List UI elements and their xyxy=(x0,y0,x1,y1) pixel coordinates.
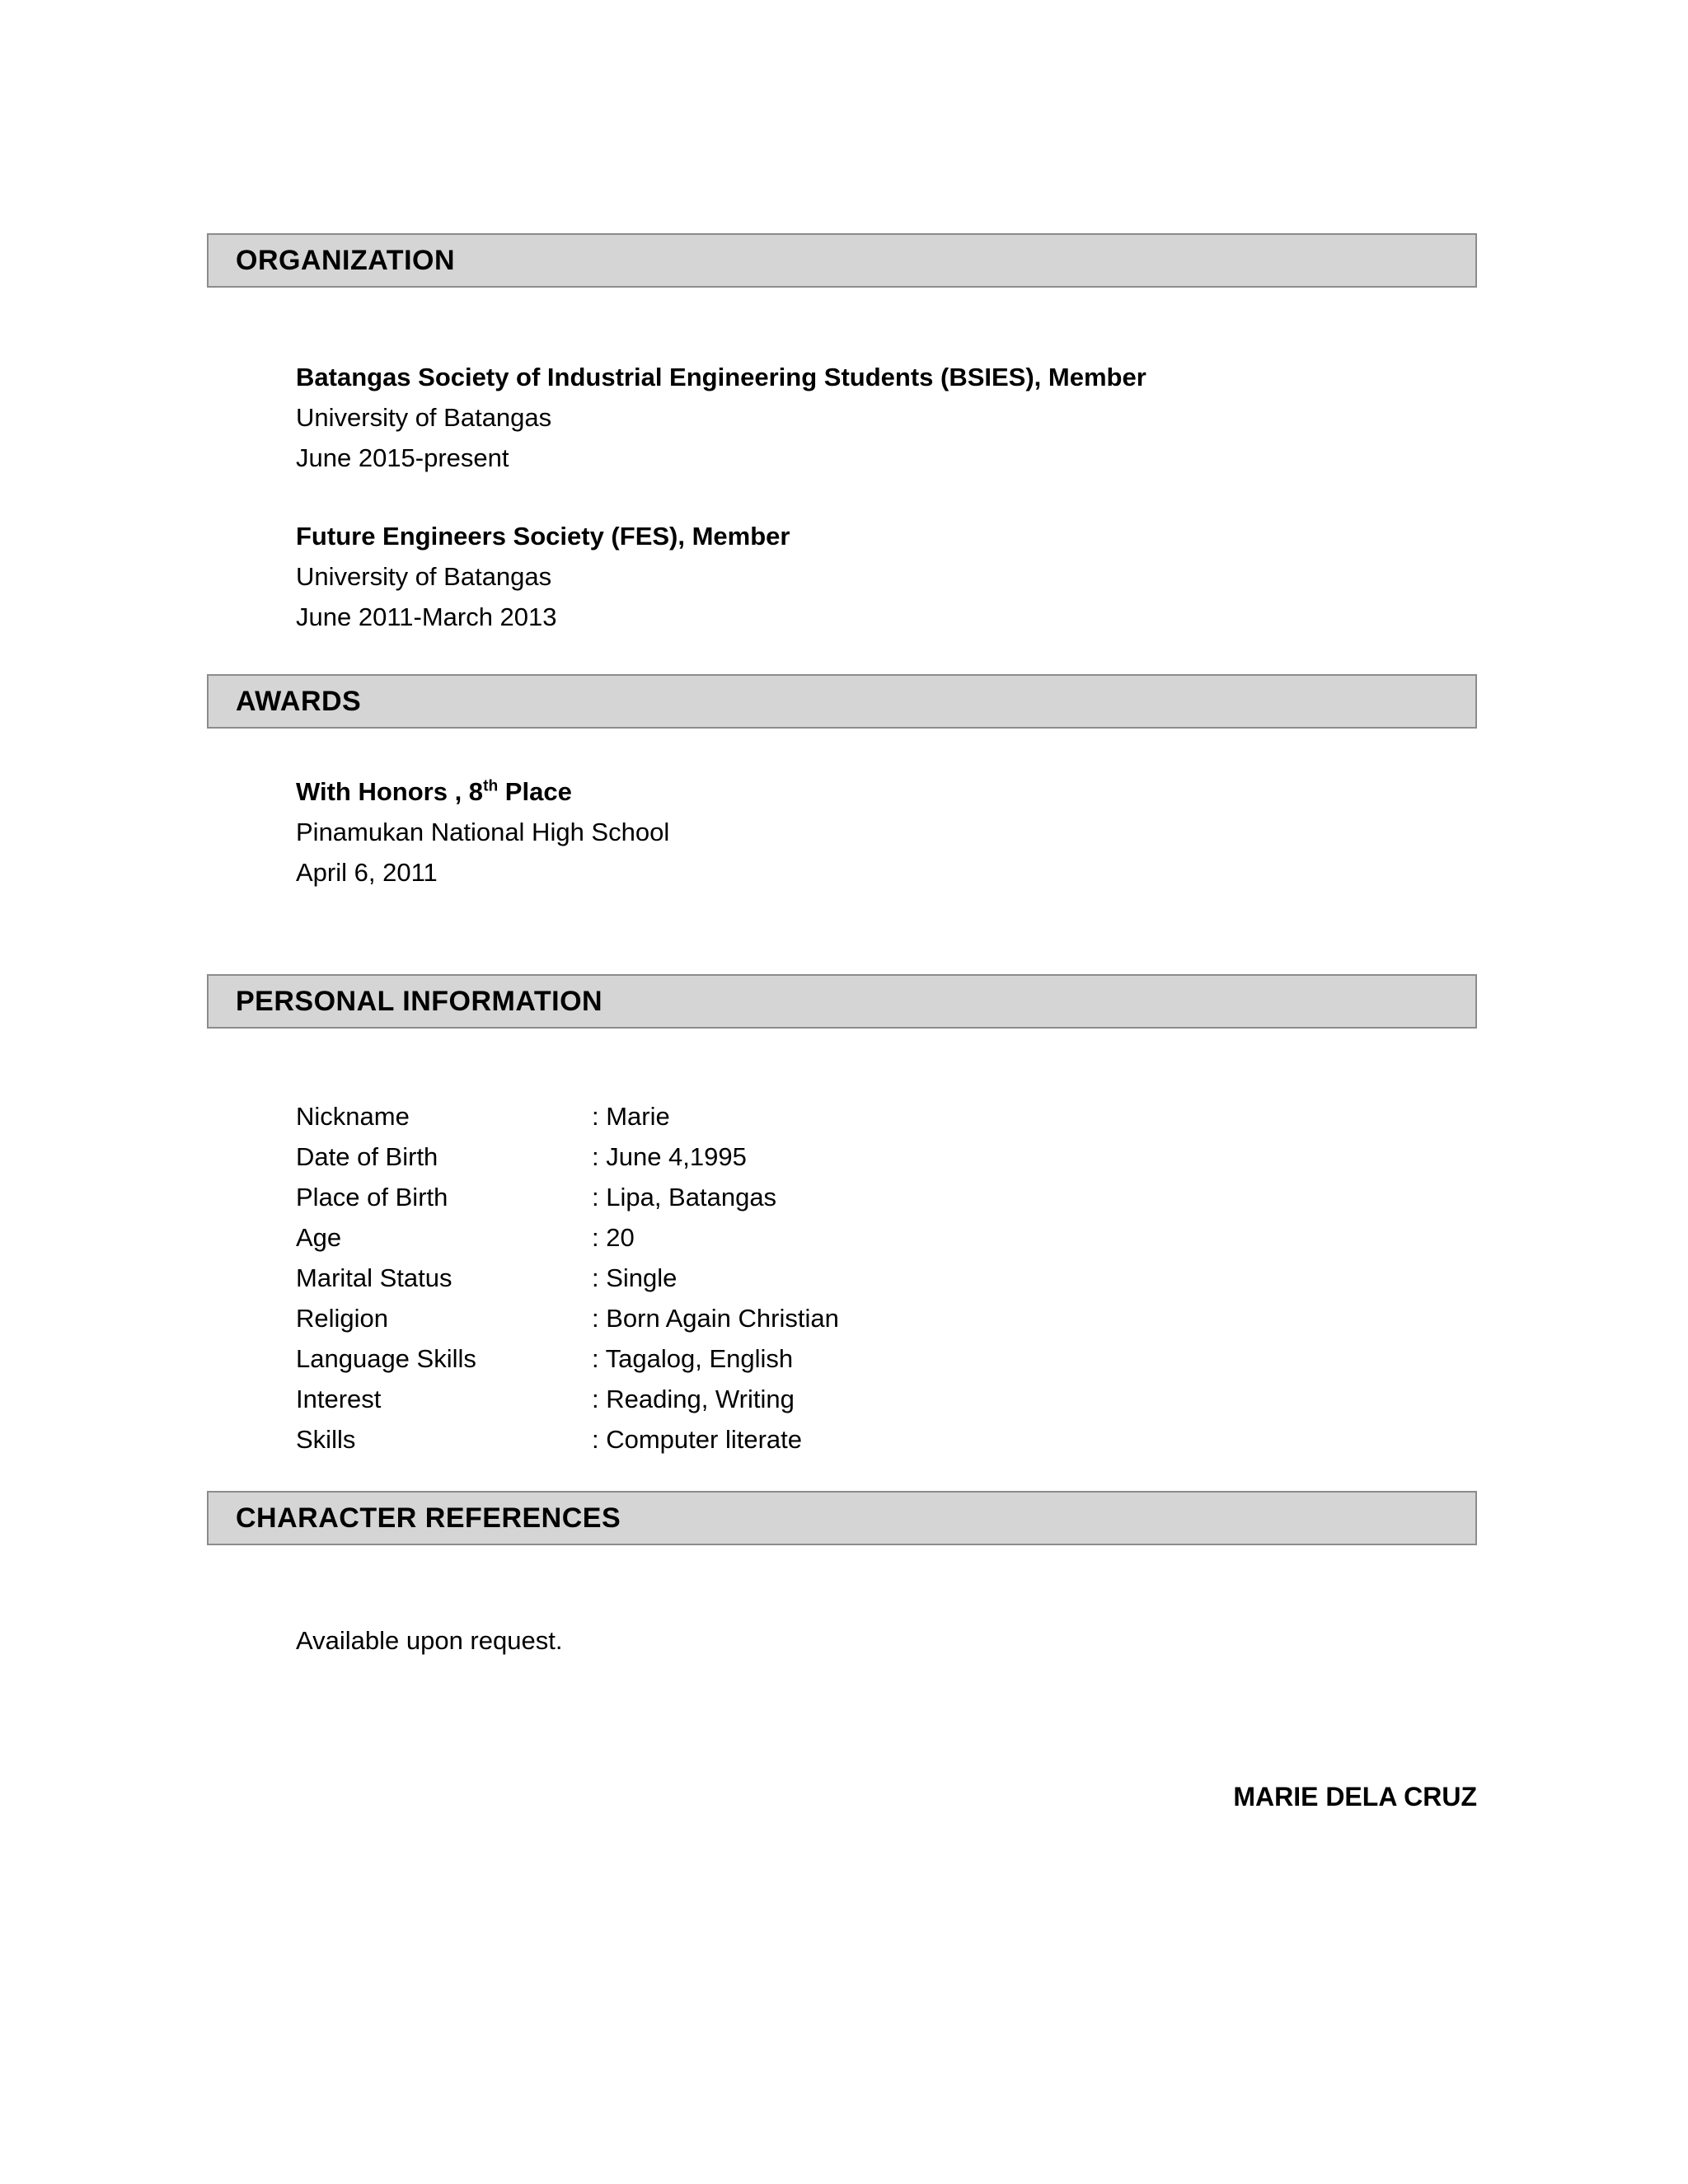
references-text: Available upon request. xyxy=(296,1626,563,1655)
personal-info-row xyxy=(296,1298,1477,1338)
section-character-references xyxy=(207,1491,1477,1661)
award-title-pre: With Honors , 8 xyxy=(296,777,484,806)
personal-info-row xyxy=(296,1338,1477,1379)
organization-entry xyxy=(296,516,1477,637)
info-value: : Marie xyxy=(592,1102,670,1131)
info-label: Interest xyxy=(296,1385,382,1413)
info-label: Marital Status xyxy=(296,1263,452,1292)
award-date: April 6, 2011 xyxy=(296,858,438,887)
info-label: Date of Birth xyxy=(296,1142,438,1171)
personal-info-row xyxy=(296,1258,1477,1298)
signature-block xyxy=(207,1782,1477,1812)
section-awards xyxy=(207,674,1477,893)
personal-info-row xyxy=(296,1379,1477,1419)
award-title-post: Place xyxy=(498,777,572,806)
personal-information-body xyxy=(296,1096,1477,1460)
section-title: CHARACTER REFERENCES xyxy=(236,1502,621,1534)
info-value: : June 4,1995 xyxy=(592,1142,747,1171)
awards-body xyxy=(296,771,1477,893)
section-title: AWARDS xyxy=(236,685,362,717)
award-title-superscript: th xyxy=(483,777,499,795)
personal-info-row xyxy=(296,1419,1477,1460)
info-value: : 20 xyxy=(592,1223,635,1252)
award-title xyxy=(296,771,1477,812)
personal-info-row xyxy=(296,1177,1477,1217)
organization-institution: University of Batangas xyxy=(296,403,552,432)
section-title: PERSONAL INFORMATION xyxy=(236,985,603,1017)
info-value: : Computer literate xyxy=(592,1425,802,1454)
character-references-body xyxy=(296,1620,1477,1661)
signature-name: MARIE DELA CRUZ xyxy=(1233,1782,1477,1811)
section-organization xyxy=(207,233,1477,637)
personal-info-row xyxy=(296,1217,1477,1258)
section-title: ORGANIZATION xyxy=(236,244,456,276)
info-label: Skills xyxy=(296,1425,356,1454)
info-label: Age xyxy=(296,1223,342,1252)
award-entry xyxy=(296,771,1477,893)
section-header-awards xyxy=(207,674,1477,729)
info-label: Place of Birth xyxy=(296,1183,448,1212)
organization-institution: University of Batangas xyxy=(296,562,552,591)
organization-period: June 2015-present xyxy=(296,443,509,472)
info-label: Religion xyxy=(296,1304,389,1333)
organization-name: Batangas Society of Industrial Engineering Students (BSIES), Member xyxy=(296,363,1146,391)
organization-period: June 2011-March 2013 xyxy=(296,602,557,631)
info-value: : Born Again Christian xyxy=(592,1304,839,1333)
personal-info-row xyxy=(296,1137,1477,1177)
info-value: : Tagalog, English xyxy=(592,1344,794,1373)
organization-name: Future Engineers Society (FES), Member xyxy=(296,522,790,551)
personal-info-row xyxy=(296,1096,1477,1137)
section-header-personal-information xyxy=(207,974,1477,1029)
award-school: Pinamukan National High School xyxy=(296,818,670,846)
organization-entry xyxy=(296,357,1477,478)
section-header-character-references xyxy=(207,1491,1477,1545)
info-value: : Single xyxy=(592,1263,678,1292)
section-personal-information xyxy=(207,974,1477,1460)
info-value: : Reading, Writing xyxy=(592,1385,795,1413)
organization-body xyxy=(296,357,1477,637)
info-label: Language Skills xyxy=(296,1344,476,1373)
section-header-organization xyxy=(207,233,1477,288)
info-value: : Lipa, Batangas xyxy=(592,1183,777,1212)
info-label: Nickname xyxy=(296,1102,410,1131)
